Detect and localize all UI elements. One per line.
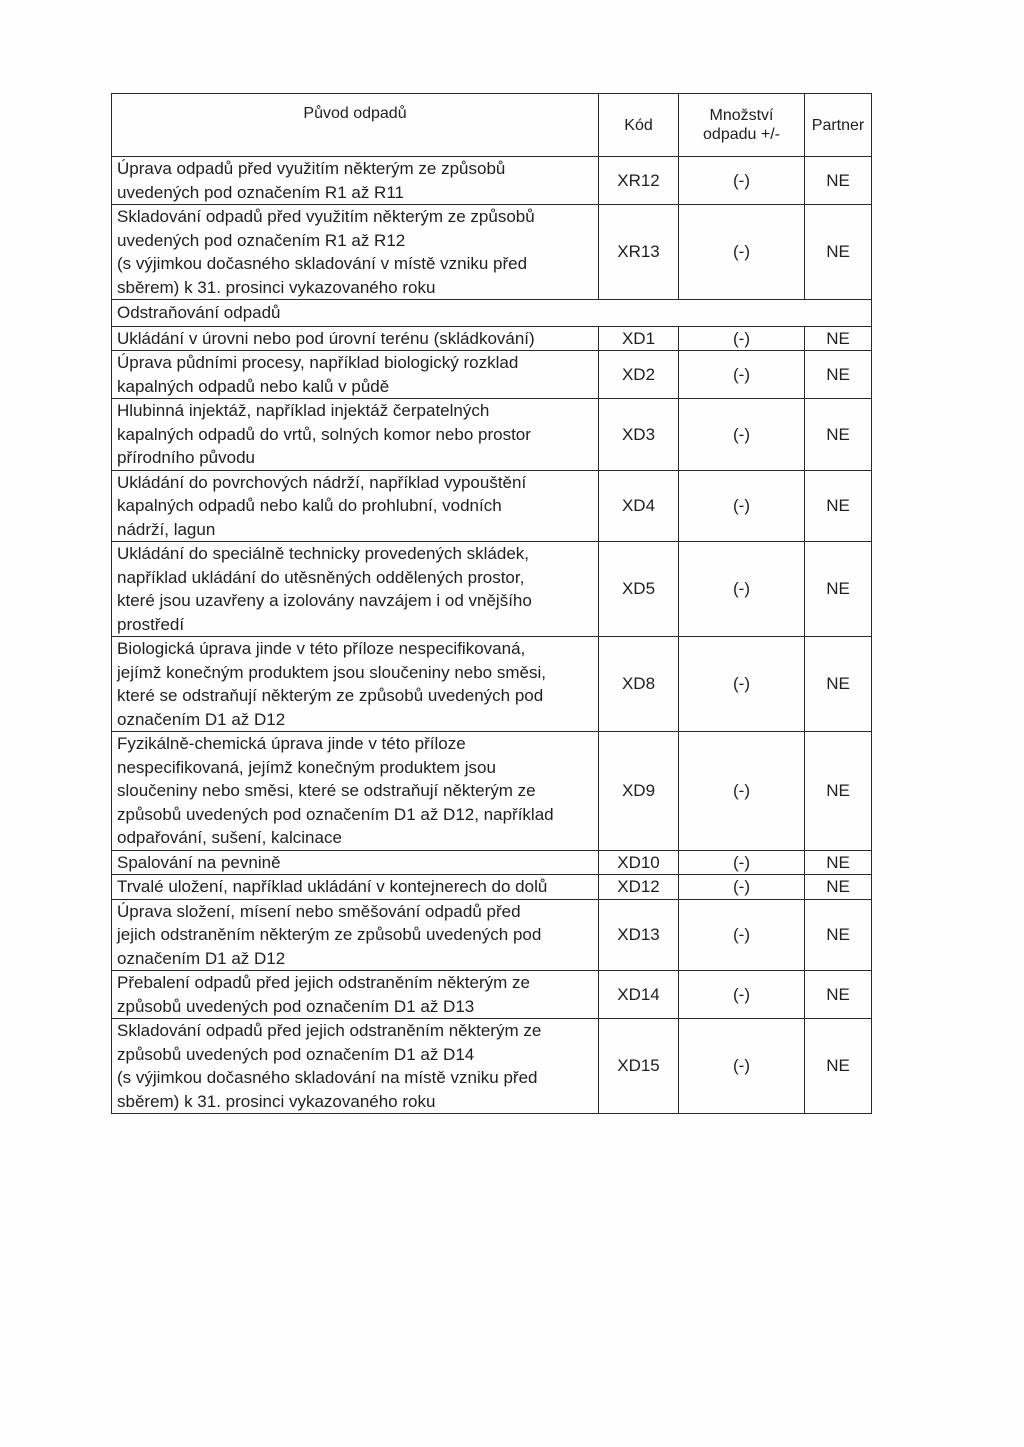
header-quantity-line1: Množství xyxy=(709,107,774,124)
waste-origin-cell xyxy=(112,326,599,351)
code-cell: XD3 xyxy=(599,399,679,471)
origin-text-line: označením D1 až D12 xyxy=(117,709,286,729)
origin-text-line: (s výjimkou dočasného skladování v místě vzniku před xyxy=(117,254,528,273)
table-row xyxy=(112,470,872,542)
table-row xyxy=(112,205,872,300)
origin-text-line: nádrží, lagun xyxy=(117,519,216,539)
table-row xyxy=(112,326,872,351)
table-row xyxy=(112,542,872,637)
origin-text-line: které se odstraňují některým ze způsobů uvedených pod xyxy=(117,686,544,705)
waste-origin-cell xyxy=(112,1019,599,1114)
origin-text-line: přírodního původu xyxy=(117,448,255,467)
origin-text-line: Ukládání do speciálně technicky provedených skládek, xyxy=(117,544,530,563)
code-cell: XD1 xyxy=(599,326,679,351)
code-cell: XR12 xyxy=(599,157,679,205)
origin-text-line: které jsou uzavřeny a izolovány navzájem i od vnějšího xyxy=(117,591,532,610)
origin-text-line: Trvalé uložení, například ukládání v kontejnerech do dolů xyxy=(117,877,548,896)
origin-text-line: Odstraňování odpadů xyxy=(117,303,281,322)
waste-origin-cell xyxy=(112,637,599,732)
waste-origin-cell xyxy=(112,300,872,327)
partner-cell: NE xyxy=(805,899,872,971)
origin-text-line: Ukládání v úrovni nebo pod úrovní terénu (skládkování) xyxy=(117,328,535,348)
code-cell: XD10 xyxy=(599,850,679,875)
code-cell: XD12 xyxy=(599,875,679,900)
table-row xyxy=(112,637,872,732)
origin-text-line: způsobů uvedených pod označením D1 až D12, například xyxy=(117,804,554,824)
origin-text-line: Skladování odpadů před jejich odstraněním některým ze xyxy=(117,1021,542,1040)
table-row xyxy=(112,399,872,471)
origin-text-line: kapalných odpadů nebo kalů do prohlubní, vodních xyxy=(117,496,502,515)
quantity-cell: (-) xyxy=(679,470,805,542)
waste-origin-cell xyxy=(112,542,599,637)
table-body xyxy=(112,94,872,1114)
partner-cell: NE xyxy=(805,470,872,542)
quantity-cell: (-) xyxy=(679,732,805,851)
table-row xyxy=(112,850,872,875)
origin-text-line: jejich odstraněním některým ze způsobů uvedených pod xyxy=(117,925,542,944)
origin-text-line: Spalování na pevnině xyxy=(117,852,281,872)
header-quantity xyxy=(679,94,805,157)
quantity-cell: (-) xyxy=(679,875,805,900)
origin-text-line: uvedených pod označením R1 až R12 xyxy=(117,230,406,250)
quantity-cell: (-) xyxy=(679,326,805,351)
code-cell: XR13 xyxy=(599,205,679,300)
table-row xyxy=(112,875,872,900)
origin-text-line: způsobů uvedených pod označením D1 až D13 xyxy=(117,996,475,1016)
quantity-cell: (-) xyxy=(679,850,805,875)
partner-cell: NE xyxy=(805,732,872,851)
code-cell: XD2 xyxy=(599,351,679,399)
table-row xyxy=(112,971,872,1019)
partner-cell: NE xyxy=(805,637,872,732)
quantity-cell: (-) xyxy=(679,399,805,471)
origin-text-line: například ukládání do utěsněných oddělených prostor, xyxy=(117,567,525,587)
partner-cell: NE xyxy=(805,850,872,875)
origin-text-line: prostředí xyxy=(117,614,185,634)
waste-origin-cell xyxy=(112,470,599,542)
waste-origin-cell xyxy=(112,971,599,1019)
origin-text-line: sběrem) k 31. prosinci vykazovaného roku xyxy=(117,277,436,297)
origin-text-line: uvedených pod označením R1 až R11 xyxy=(117,182,404,202)
header-partner: Partner xyxy=(805,94,872,157)
partner-cell: NE xyxy=(805,205,872,300)
partner-cell: NE xyxy=(805,351,872,399)
quantity-cell: (-) xyxy=(679,1019,805,1114)
header-quantity-text xyxy=(703,106,780,144)
waste-origin-cell xyxy=(112,205,599,300)
waste-origin-cell xyxy=(112,899,599,971)
code-cell: XD4 xyxy=(599,470,679,542)
origin-text-line: Ukládání do povrchových nádrží, například vypouštění xyxy=(117,472,527,492)
waste-origin-cell xyxy=(112,351,599,399)
origin-text-line: Fyzikálně-chemická úprava jinde v této příloze xyxy=(117,734,466,753)
code-cell: XD9 xyxy=(599,732,679,851)
origin-text-line: sloučeniny nebo směsi, které se odstraňují některým ze xyxy=(117,781,536,800)
origin-text-line: Úprava odpadů před využitím některým ze způsobů xyxy=(117,159,506,178)
partner-cell: NE xyxy=(805,157,872,205)
partner-cell: NE xyxy=(805,399,872,471)
partner-cell: NE xyxy=(805,326,872,351)
origin-text-line: kapalných odpadů do vrtů, solných komor nebo prostor xyxy=(117,424,531,444)
waste-origin-cell xyxy=(112,399,599,471)
code-cell: XD8 xyxy=(599,637,679,732)
quantity-cell: (-) xyxy=(679,542,805,637)
waste-codes-table xyxy=(111,93,872,1114)
origin-text-line: nespecifikovaná, jejímž konečným produktem jsou xyxy=(117,757,496,777)
partner-cell: NE xyxy=(805,542,872,637)
table-row xyxy=(112,351,872,399)
header-origin: Původ odpadů xyxy=(112,94,599,157)
quantity-cell: (-) xyxy=(679,205,805,300)
origin-text-line: kapalných odpadů nebo kalů v půdě xyxy=(117,376,390,396)
table-header-row xyxy=(112,94,872,157)
header-code: Kód xyxy=(599,94,679,157)
quantity-cell: (-) xyxy=(679,157,805,205)
waste-origin-cell xyxy=(112,157,599,205)
quantity-cell: (-) xyxy=(679,351,805,399)
quantity-cell: (-) xyxy=(679,899,805,971)
waste-origin-cell xyxy=(112,732,599,851)
header-quantity-line2: odpadu +/- xyxy=(703,126,780,143)
partner-cell: NE xyxy=(805,875,872,900)
table-row xyxy=(112,157,872,205)
origin-text-line: Přebalení odpadů před jejich odstraněním některým ze xyxy=(117,973,530,992)
origin-text-line: odpařování, sušení, kalcinace xyxy=(117,828,342,847)
origin-text-line: Biologická úprava jinde v této příloze nespecifikovaná, xyxy=(117,639,526,658)
origin-text-line: Skladování odpadů před využitím některým ze způsobů xyxy=(117,207,535,226)
quantity-cell: (-) xyxy=(679,971,805,1019)
quantity-cell: (-) xyxy=(679,637,805,732)
code-cell: XD5 xyxy=(599,542,679,637)
table-row xyxy=(112,732,872,851)
origin-text-line: způsobů uvedených pod označením D1 až D14 xyxy=(117,1044,475,1064)
origin-text-line: jejímž konečným produktem jsou sloučeniny nebo směsi, xyxy=(117,662,546,682)
table-row xyxy=(112,899,872,971)
code-cell: XD13 xyxy=(599,899,679,971)
origin-text-line: (s výjimkou dočasného skladování na místě vzniku před xyxy=(117,1068,538,1087)
origin-text-line: Úprava složení, mísení nebo směšování odpadů před xyxy=(117,901,521,921)
code-cell: XD14 xyxy=(599,971,679,1019)
waste-origin-cell xyxy=(112,850,599,875)
code-cell: XD15 xyxy=(599,1019,679,1114)
partner-cell: NE xyxy=(805,1019,872,1114)
table-row xyxy=(112,1019,872,1114)
partner-cell: NE xyxy=(805,971,872,1019)
origin-text-line: sběrem) k 31. prosinci vykazovaného roku xyxy=(117,1091,436,1111)
waste-origin-cell xyxy=(112,875,599,900)
origin-text-line: označením D1 až D12 xyxy=(117,948,286,968)
origin-text-line: Hlubinná injektáž, například injektáž čerpatelných xyxy=(117,401,490,420)
origin-text-line: Úprava půdními procesy, například biologický rozklad xyxy=(117,353,519,372)
section-row xyxy=(112,300,872,327)
